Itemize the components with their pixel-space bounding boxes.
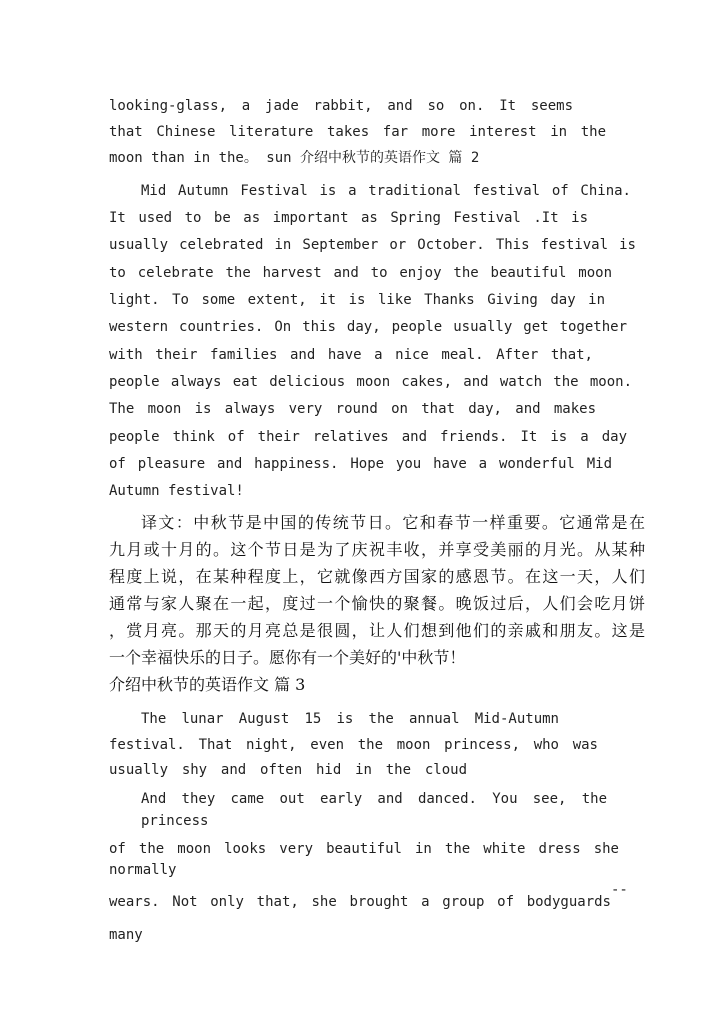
text-line: light. To some extent, it is like Thanks Giving day in bbox=[109, 292, 605, 308]
text-line: usually shy and often hid in the cloud bbox=[109, 762, 467, 778]
text-line: with their families and have a nice meal. After that, bbox=[109, 347, 593, 363]
text-line: -- bbox=[611, 882, 628, 898]
text-line: The moon is always very round on that day, and makes bbox=[109, 401, 596, 417]
text-line: people always eat delicious moon cakes, and watch the moon. bbox=[109, 374, 632, 390]
text-line: 一个幸福快乐的日子。愿你有一个美好的'中秋节！ bbox=[109, 648, 466, 667]
text-line: that Chinese literature takes far more interest in the bbox=[109, 124, 606, 140]
text-line: of pleasure and happiness. Hope you have a wonderful Mid bbox=[109, 456, 612, 472]
text-line: 通常与家人聚在一起，度过一个愉快的聚餐。晚饭过后，人们会吃月饼 bbox=[109, 594, 645, 613]
text-line: many bbox=[109, 927, 143, 943]
text-line: to celebrate the harvest and to enjoy the beautiful moon bbox=[109, 265, 612, 281]
text-line: normally bbox=[109, 862, 177, 878]
text-line: It used to be as important as Spring Festival .It is bbox=[109, 210, 588, 226]
text-line: western countries. On this day, people usually get together bbox=[109, 319, 627, 335]
text-line: 程度上说，在某种程度上，它就像西方国家的感恩节。在这一天，人们 bbox=[109, 567, 645, 586]
text-line: princess bbox=[141, 813, 209, 829]
text-line: wears. Not only that, she brought a group of bodyguards bbox=[109, 894, 611, 910]
text-line: of the moon looks very beautiful in the white dress she bbox=[109, 841, 619, 857]
text-line: festival. That night, even the moon princess, who was bbox=[109, 737, 598, 753]
text-line: looking-glass, a jade rabbit, and so on. It seems bbox=[109, 98, 573, 114]
text-line: usually celebrated in September or October. This festival is bbox=[109, 237, 636, 253]
section-heading: 介绍中秋节的英语作文 篇 3 bbox=[109, 675, 306, 694]
text-line: Autumn festival! bbox=[109, 483, 244, 499]
text-line: And they came out early and danced. You see, the bbox=[141, 791, 607, 807]
text-line: Mid Autumn Festival is a traditional festival of China. bbox=[141, 183, 631, 199]
text-line: moon than in the。 sun 介绍中秋节的英语作文 篇 2 bbox=[109, 150, 480, 166]
text-line: The lunar August 15 is the annual Mid-Autumn bbox=[141, 711, 559, 727]
text-line: ，赏月亮。那天的月亮总是很圆，让人们想到他们的亲戚和朋友。这是 bbox=[109, 621, 645, 640]
text-line: 九月或十月的。这个节日是为了庆祝丰收，并享受美丽的月光。从某种 bbox=[109, 540, 645, 559]
text-line: 译文：中秋节是中国的传统节日。它和春节一样重要。它通常是在 bbox=[141, 513, 645, 532]
text-line: people think of their relatives and friends. It is a day bbox=[109, 429, 627, 445]
